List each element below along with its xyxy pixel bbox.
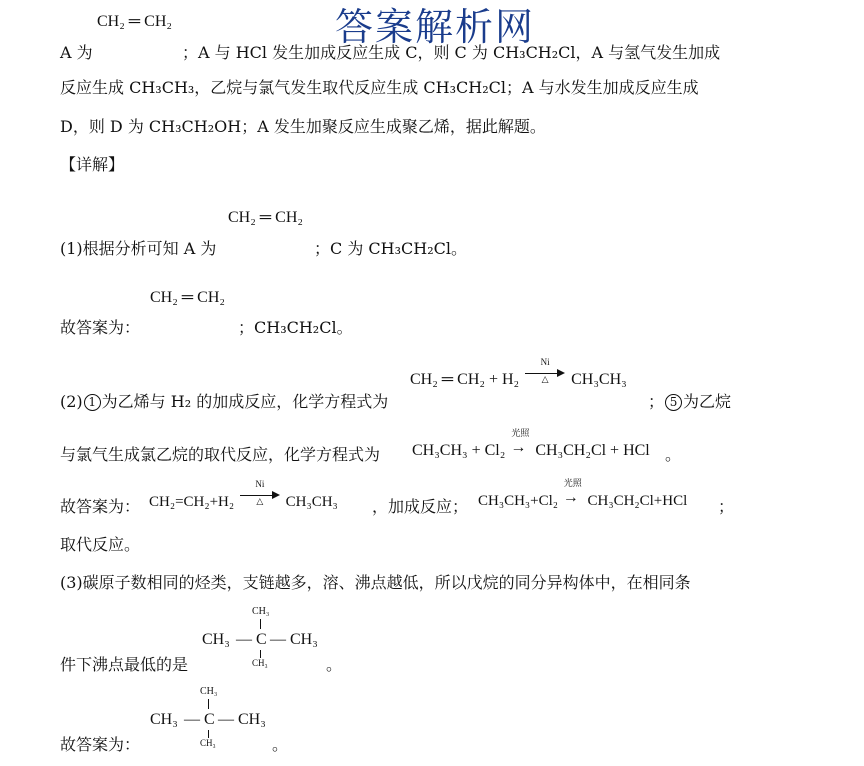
part2-line2-a: 与氯气生成氯乙烷的取代反应，化学方程式为 bbox=[60, 445, 381, 464]
part2-answer-a: 故答案为： bbox=[60, 497, 141, 516]
part3-line1: (3)碳原子数相同的烃类，支链越多，溶、沸点越低，所以戊烷的同分异构体中，在相同条 bbox=[60, 573, 691, 592]
part2-eq1-right: CH₃CH₃ bbox=[571, 371, 627, 388]
part2-line1-c: ； bbox=[648, 392, 665, 411]
condition-bottom: △ bbox=[541, 374, 549, 384]
struct-top-ch3: CH₃ bbox=[200, 686, 218, 697]
part3-line2-a: 件下沸点最低的是 bbox=[60, 655, 189, 674]
part1-answer-a: 故答案为： bbox=[60, 318, 141, 337]
part2-line1-a: (2) bbox=[60, 392, 83, 411]
condition-top: 光照 bbox=[511, 428, 530, 438]
condition-bottom: △ bbox=[256, 496, 264, 506]
part2-eq2-left: CH₃CH₃ + Cl₂ bbox=[412, 442, 506, 459]
part2-eq2-right: CH₃CH₂Cl + HCl bbox=[535, 442, 650, 459]
part2-line1-d: 为乙烷 bbox=[683, 392, 732, 411]
part2-eq1-left: CH₂ ═ CH₂ + H₂ bbox=[410, 371, 520, 388]
struct-bond-right: — bbox=[270, 631, 286, 648]
part2-answer-eq2 bbox=[478, 478, 688, 509]
part3-answer-a: 故答案为： bbox=[60, 735, 141, 754]
ethylene-formula: CH₂ ═ CH₂ bbox=[97, 13, 172, 30]
part2-line1 bbox=[60, 394, 388, 411]
watermark-text: 答案解析网 bbox=[335, 5, 536, 49]
struct-right-ch3: CH₃ bbox=[238, 711, 266, 728]
part3-line2-b: 。 bbox=[326, 655, 343, 674]
light-arrow bbox=[510, 428, 530, 456]
neopentane-structure bbox=[202, 606, 332, 668]
condition-top: Ni bbox=[255, 479, 265, 489]
struct-bond-bottom bbox=[260, 650, 261, 658]
part1-answer-formula: CH₂ ═ CH₂ bbox=[150, 289, 225, 306]
part2-answer-mid: ，加成反应； bbox=[372, 497, 469, 516]
struct-top-ch3: CH₃ bbox=[252, 606, 270, 617]
part2-line2-b: 。 bbox=[665, 445, 682, 464]
condition-top: Ni bbox=[540, 357, 550, 367]
part3-answer-b: 。 bbox=[272, 735, 289, 754]
struct-bond-top bbox=[208, 699, 209, 709]
neopentane-structure-answer bbox=[150, 686, 280, 748]
ans-eq1-left: CH₂=CH₂+H₂ bbox=[149, 494, 235, 510]
struct-left-ch3: CH₃ bbox=[150, 711, 178, 728]
intro-line2: 反应生成 CH₃CH₃，乙烷与氯气发生取代反应生成 CH₃CH₂Cl；A 与水发生加成反应生成 bbox=[60, 78, 699, 97]
condition-top: 光照 bbox=[563, 478, 582, 488]
struct-bottom-ch3: CH₃ bbox=[200, 738, 216, 748]
part1-ethylene-formula: CH₂ ═ CH₂ bbox=[228, 209, 303, 226]
part2-eq2 bbox=[412, 428, 650, 459]
arrow-right-icon: → bbox=[510, 439, 527, 456]
struct-bond-bottom bbox=[208, 730, 209, 738]
struct-center-c: C bbox=[256, 631, 267, 648]
struct-left-ch3: CH₃ bbox=[202, 631, 230, 648]
part2-answer-line2: 取代反应。 bbox=[60, 535, 141, 554]
ans-eq2-left: CH₃CH₃+Cl₂ bbox=[478, 493, 558, 509]
part1-answer-b: ；CH₃CH₂Cl。 bbox=[238, 318, 353, 337]
ans-eq1-right: CH₃CH₃ bbox=[285, 494, 338, 510]
ans-eq2-right: CH₃CH₂Cl+HCl bbox=[587, 493, 688, 509]
part2-eq1 bbox=[410, 357, 627, 388]
intro-line1-b: ；A 与 HCl 发生加成反应生成 C，则 C 为 CH₃CH₂Cl，A 与氢气发生加成 bbox=[182, 43, 721, 62]
arrow-right-icon: → bbox=[562, 489, 579, 506]
struct-bond-left: — bbox=[184, 711, 200, 728]
struct-right-ch3: CH₃ bbox=[290, 631, 318, 648]
part2-answer-eq1 bbox=[149, 479, 338, 510]
condition-arrow bbox=[525, 357, 565, 384]
struct-bottom-ch3: CH₃ bbox=[252, 658, 268, 668]
condition-arrow bbox=[240, 479, 280, 506]
intro-line3: D，则 D 为 CH₃CH₂OH；A 发生加聚反应生成聚乙烯，据此解题。 bbox=[60, 117, 546, 136]
light-arrow bbox=[562, 478, 583, 506]
struct-bond-left: — bbox=[236, 631, 252, 648]
struct-center-c: C bbox=[204, 711, 215, 728]
part2-line1-end bbox=[648, 394, 731, 411]
circle-5-icon: 5 bbox=[665, 394, 682, 411]
part2-line1-b: 为乙烯与 H₂ 的加成反应，化学方程式为 bbox=[101, 392, 389, 411]
part1-text-a: (1)根据分析可知 A 为 bbox=[60, 239, 217, 258]
circle-1-icon: 1 bbox=[84, 394, 101, 411]
struct-bond-right: — bbox=[218, 711, 234, 728]
detail-heading: 【详解】 bbox=[60, 155, 125, 174]
part1-text-b: ；C 为 CH₃CH₂Cl。 bbox=[314, 239, 467, 258]
intro-line1-a: A 为 bbox=[60, 43, 93, 62]
struct-bond-top bbox=[260, 619, 261, 629]
part2-answer-end: ； bbox=[718, 497, 735, 516]
